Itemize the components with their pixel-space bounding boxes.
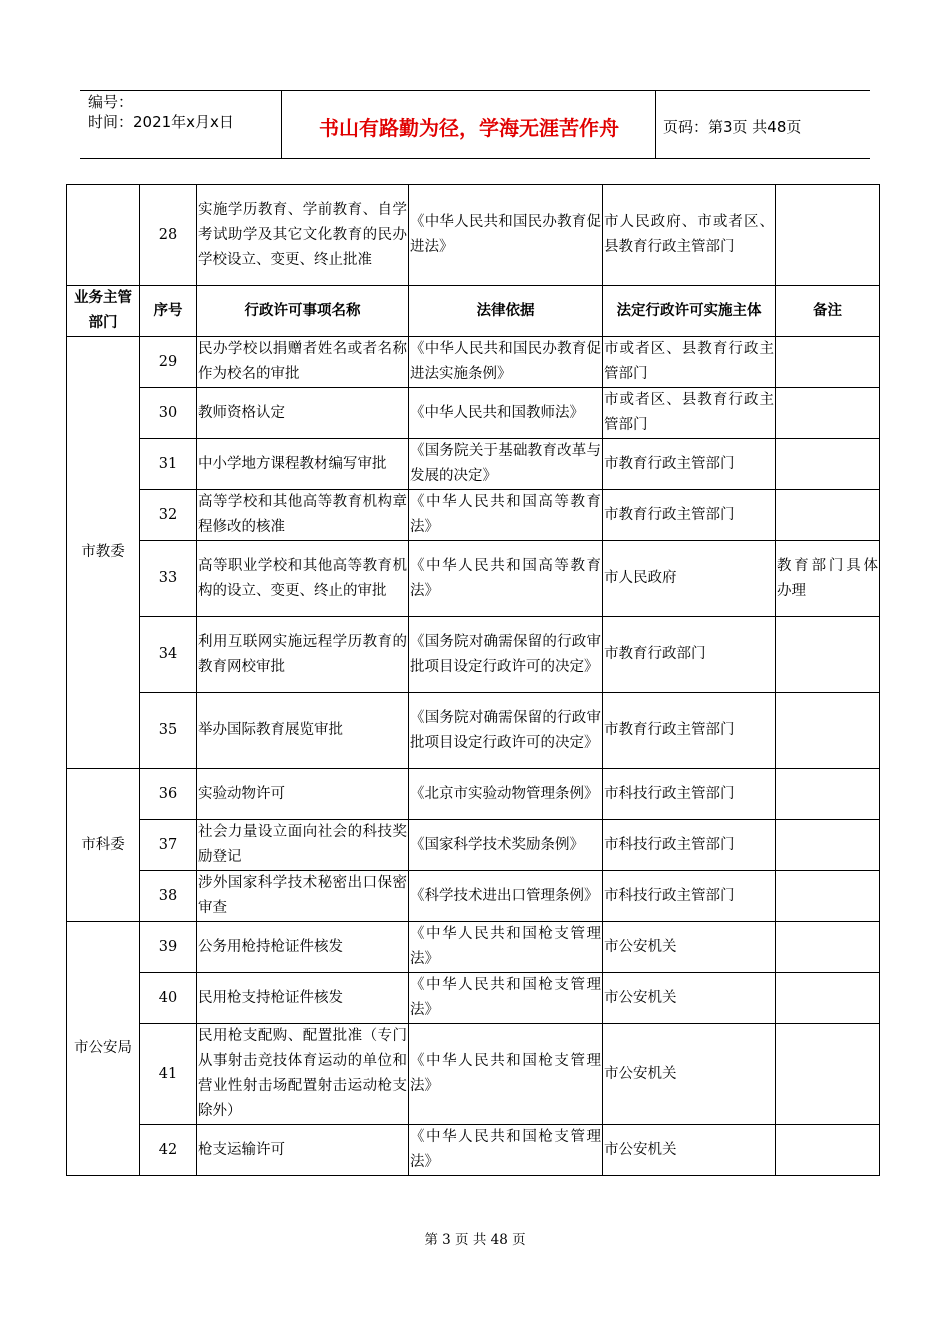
header-motto: 书山有路勤为径，学海无涯苦作舟 <box>319 116 619 140</box>
authority-cell: 市科技行政主管部门 <box>603 820 776 871</box>
dept-cell: 市公安局 <box>67 922 140 1176</box>
remark-cell <box>776 388 880 439</box>
seq-cell: 28 <box>140 185 197 286</box>
remark-cell <box>776 871 880 922</box>
table-row <box>67 871 880 922</box>
legal-basis-cell: 《中华人民共和国枪支管理法》 <box>409 1024 603 1125</box>
document-time-label: 时间：2021年x月x日 <box>88 113 234 131</box>
remark-cell <box>776 693 880 769</box>
legal-basis-cell: 《北京市实验动物管理条例》 <box>409 769 603 820</box>
authority-cell: 市或者区、县教育行政主管部门 <box>603 337 776 388</box>
header-item-name: 行政许可事项名称 <box>197 286 409 337</box>
item-name-cell: 高等职业学校和其他高等教育机构的设立、变更、终止的审批 <box>197 541 409 617</box>
remark-cell: 教育部门具体办理 <box>776 541 880 617</box>
remark-cell <box>776 185 880 286</box>
remark-cell <box>776 769 880 820</box>
item-name-cell: 举办国际教育展览审批 <box>197 693 409 769</box>
authority-cell: 市科技行政主管部门 <box>603 769 776 820</box>
dept-cell-empty <box>67 185 140 286</box>
remark-cell <box>776 1024 880 1125</box>
table-row <box>67 490 880 541</box>
table-row <box>67 1024 880 1125</box>
seq-cell: 31 <box>140 439 197 490</box>
permit-table <box>66 184 880 1176</box>
item-name-cell: 教师资格认定 <box>197 388 409 439</box>
item-name-cell: 实验动物许可 <box>197 769 409 820</box>
item-name-cell: 高等学校和其他高等教育机构章程修改的核准 <box>197 490 409 541</box>
item-name-cell: 枪支运输许可 <box>197 1125 409 1176</box>
item-name-cell: 民办学校以捐赠者姓名或者名称作为校名的审批 <box>197 337 409 388</box>
dept-cell: 市教委 <box>67 337 140 769</box>
header-meta <box>88 92 234 132</box>
legal-basis-cell: 《中华人民共和国高等教育法》 <box>409 490 603 541</box>
legal-basis-cell: 《中华人民共和国民办教育促进法实施条例》 <box>409 337 603 388</box>
table-row <box>67 693 880 769</box>
seq-cell: 37 <box>140 820 197 871</box>
header-bottom-rule <box>80 158 870 159</box>
legal-basis-cell: 《科学技术进出口管理条例》 <box>409 871 603 922</box>
header-top-rule <box>80 90 870 91</box>
legal-basis-cell: 《中华人民共和国民办教育促进法》 <box>409 185 603 286</box>
item-name-cell: 涉外国家科学技术秘密出口保密审查 <box>197 871 409 922</box>
table-header-row <box>67 286 880 337</box>
authority-cell: 市教育行政部门 <box>603 617 776 693</box>
legal-basis-cell: 《中华人民共和国枪支管理法》 <box>409 973 603 1024</box>
authority-cell: 市公安机关 <box>603 922 776 973</box>
table-row <box>67 337 880 388</box>
remark-cell <box>776 337 880 388</box>
seq-cell: 30 <box>140 388 197 439</box>
header-divider-1 <box>281 90 282 158</box>
table-row <box>67 820 880 871</box>
remark-cell <box>776 922 880 973</box>
table-row <box>67 185 880 286</box>
header-legal-basis: 法律依据 <box>409 286 603 337</box>
authority-cell: 市教育行政主管部门 <box>603 693 776 769</box>
header-seq: 序号 <box>140 286 197 337</box>
legal-basis-cell: 《中华人民共和国枪支管理法》 <box>409 1125 603 1176</box>
seq-cell: 41 <box>140 1024 197 1125</box>
item-name-cell: 公务用枪持枪证件核发 <box>197 922 409 973</box>
item-name-cell: 社会力量设立面向社会的科技奖励登记 <box>197 820 409 871</box>
remark-cell <box>776 617 880 693</box>
authority-cell: 市公安机关 <box>603 1024 776 1125</box>
page-footer: 第 3 页 共 48 页 <box>424 1232 526 1248</box>
legal-basis-cell: 《国务院对确需保留的行政审批项目设定行政许可的决定》 <box>409 617 603 693</box>
dept-cell: 市科委 <box>67 769 140 922</box>
remark-cell <box>776 820 880 871</box>
table-row <box>67 1125 880 1176</box>
remark-cell <box>776 1125 880 1176</box>
item-name-cell: 利用互联网实施远程学历教育的教育网校审批 <box>197 617 409 693</box>
header-page-info: 页码：第3页 共48页 <box>663 118 802 136</box>
authority-cell: 市人民政府 <box>603 541 776 617</box>
seq-cell: 35 <box>140 693 197 769</box>
remark-cell <box>776 973 880 1024</box>
seq-cell: 39 <box>140 922 197 973</box>
remark-cell <box>776 439 880 490</box>
seq-cell: 42 <box>140 1125 197 1176</box>
legal-basis-cell: 《国家科学技术奖励条例》 <box>409 820 603 871</box>
seq-cell: 38 <box>140 871 197 922</box>
header-authority: 法定行政许可实施主体 <box>603 286 776 337</box>
authority-cell: 市公安机关 <box>603 973 776 1024</box>
seq-cell: 34 <box>140 617 197 693</box>
authority-cell: 市人民政府、市或者区、县教育行政主管部门 <box>603 185 776 286</box>
table-row <box>67 769 880 820</box>
item-name-cell: 中小学地方课程教材编写审批 <box>197 439 409 490</box>
legal-basis-cell: 《国务院关于基础教育改革与发展的决定》 <box>409 439 603 490</box>
table-row <box>67 541 880 617</box>
seq-cell: 29 <box>140 337 197 388</box>
item-name-cell: 民用枪支配购、配置批准（专门从事射击竞技体育运动的单位和营业性射击场配置射击运动枪支除外） <box>197 1024 409 1125</box>
legal-basis-cell: 《国务院对确需保留的行政审批项目设定行政许可的决定》 <box>409 693 603 769</box>
header-divider-2 <box>655 90 656 158</box>
remark-cell <box>776 490 880 541</box>
item-name-cell: 民用枪支持枪证件核发 <box>197 973 409 1024</box>
item-name-cell: 实施学历教育、学前教育、自学考试助学及其它文化教育的民办学校设立、变更、终止批准 <box>197 185 409 286</box>
header-remark: 备注 <box>776 286 880 337</box>
authority-cell: 市公安机关 <box>603 1125 776 1176</box>
table-row <box>67 922 880 973</box>
seq-cell: 36 <box>140 769 197 820</box>
authority-cell: 市教育行政主管部门 <box>603 490 776 541</box>
table-row <box>67 388 880 439</box>
table-row <box>67 973 880 1024</box>
table-row <box>67 439 880 490</box>
header-dept: 业务主管部门 <box>67 286 140 337</box>
table-row <box>67 617 880 693</box>
authority-cell: 市科技行政主管部门 <box>603 871 776 922</box>
document-number-label: 编号： <box>88 93 134 111</box>
seq-cell: 32 <box>140 490 197 541</box>
seq-cell: 33 <box>140 541 197 617</box>
seq-cell: 40 <box>140 973 197 1024</box>
legal-basis-cell: 《中华人民共和国枪支管理法》 <box>409 922 603 973</box>
authority-cell: 市教育行政主管部门 <box>603 439 776 490</box>
authority-cell: 市或者区、县教育行政主管部门 <box>603 388 776 439</box>
legal-basis-cell: 《中华人民共和国教师法》 <box>409 388 603 439</box>
legal-basis-cell: 《中华人民共和国高等教育法》 <box>409 541 603 617</box>
